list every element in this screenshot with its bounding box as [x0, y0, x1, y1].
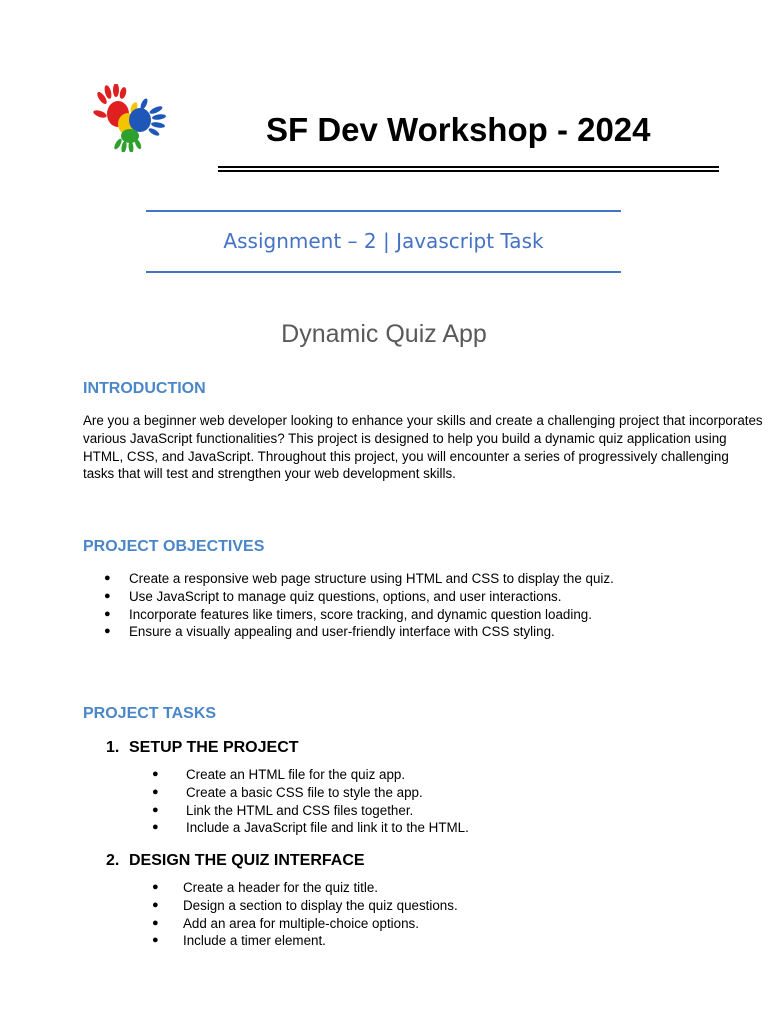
list-item [152, 819, 469, 837]
bullet-icon: ● [152, 768, 159, 780]
assignment-top-rule [146, 210, 621, 212]
list-item [152, 915, 458, 933]
bullet-icon: ● [152, 881, 159, 893]
task-item-text: Design a section to display the quiz questions. [183, 897, 458, 913]
bullet-icon: ● [104, 625, 111, 638]
introduction-heading: INTRODUCTION [83, 380, 206, 397]
task-2-list [152, 879, 458, 950]
list-item [152, 766, 469, 784]
task-heading [106, 851, 365, 871]
task-item-text: Create an HTML file for the quiz app. [186, 767, 406, 782]
handprints-logo-icon [88, 84, 172, 152]
header-double-rule [218, 166, 719, 172]
list-item [152, 932, 458, 950]
objectives-list [104, 570, 614, 641]
task-item-text: Create a header for the quiz title. [183, 880, 379, 895]
bullet-icon: ● [152, 916, 159, 929]
task-item-text: Add an area for multiple-choice options. [183, 915, 419, 931]
handprints-logo [88, 84, 172, 152]
objective-text: Incorporate features like timers, score tracking, and dynamic question loading. [129, 606, 592, 622]
task-item-text: Link the HTML and CSS files together. [186, 802, 414, 818]
objective-text: Ensure a visually appealing and user-friendly interface with CSS styling. [129, 624, 555, 640]
list-item [104, 588, 614, 606]
document-title: Dynamic Quiz App [281, 320, 487, 348]
list-item [152, 802, 469, 820]
workshop-title: SF Dev Workshop - 2024 [266, 111, 651, 148]
objective-text: Create a responsive web page structure using HTML and CSS to display the quiz. [129, 571, 614, 586]
task-item-text: Include a JavaScript file and link it to the HTML. [186, 820, 469, 836]
task-number: 2. [106, 852, 120, 869]
assignment-title: Assignment – 2 | Javascript Task [223, 229, 544, 253]
bullet-icon: ● [152, 785, 159, 798]
objectives-heading: PROJECT OBJECTIVES [83, 538, 265, 555]
bullet-icon: ● [104, 589, 111, 602]
introduction-paragraph: Are you a beginner web developer looking to enhance your skills and create a challenging project that incorporates various JavaScript functionalities? This project is designed to help you build a dynamic quiz application using HTML, CSS, and JavaScript. Throughout this project, you will encounter a series of progressively challenging tasks that will test and strengthen your web development skills. [83, 413, 763, 482]
task-title: DESIGN THE QUIZ INTERFACE [129, 852, 365, 869]
list-item [152, 784, 469, 802]
list-item [152, 897, 458, 915]
objective-text: Use JavaScript to manage quiz questions, options, and user interactions. [129, 588, 562, 604]
assignment-bottom-rule [146, 271, 621, 273]
bullet-icon: ● [152, 803, 159, 816]
task-item-text: Include a timer element. [183, 933, 326, 949]
task-item-text: Create a basic CSS file to style the app. [186, 784, 423, 800]
bullet-icon: ● [152, 821, 159, 834]
task-title: SETUP THE PROJECT [129, 739, 299, 756]
bullet-icon: ● [104, 572, 111, 584]
bullet-icon: ● [104, 607, 111, 620]
task-number: 1. [106, 739, 120, 756]
list-item [104, 570, 614, 588]
list-item [152, 879, 458, 897]
tasks-heading: PROJECT TASKS [83, 705, 217, 722]
list-item [104, 623, 614, 641]
bullet-icon: ● [152, 898, 159, 911]
task-1-list [152, 766, 469, 837]
task-heading [106, 738, 299, 758]
bullet-icon: ● [152, 934, 159, 947]
list-item [104, 606, 614, 624]
